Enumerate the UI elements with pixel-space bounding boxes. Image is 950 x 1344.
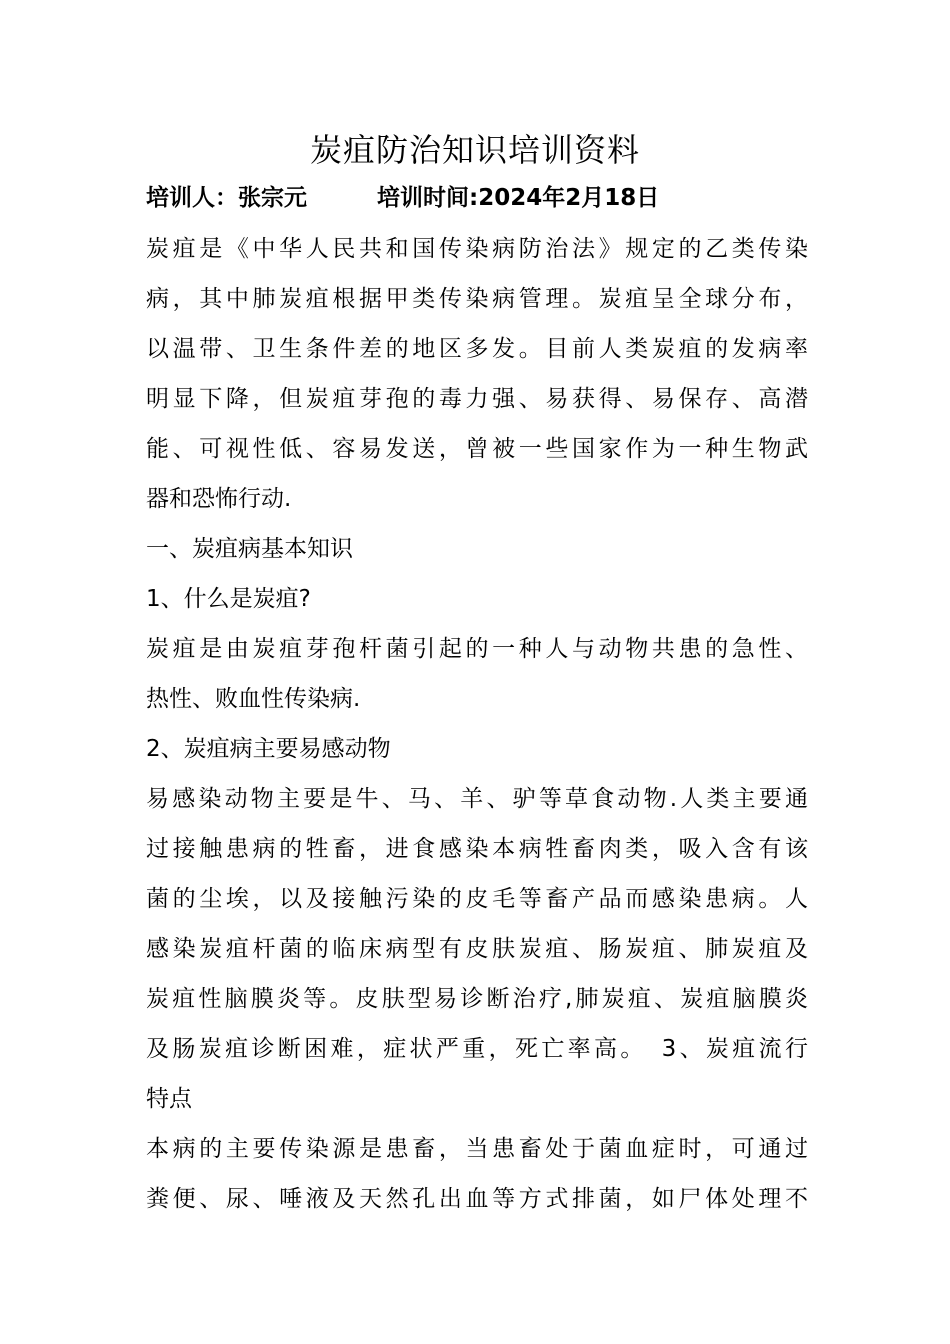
paragraph-line: 炭疽是由炭疽芽孢杆菌引起的一种人与动物共患的急性、 (146, 636, 808, 662)
paragraph-line: 本病的主要传染源是患畜，当患畜处于菌血症时，可通过 (146, 1136, 808, 1162)
paragraph-line: 特点 (146, 1086, 192, 1112)
subsection-heading: 2、炭疽病主要易感动物 (146, 736, 391, 762)
training-meta (146, 180, 659, 216)
paragraph-line: 病，其中肺炭疽根据甲类传染病管理。炭疽呈全球分布， (146, 286, 808, 312)
section-heading: 一、炭疽病基本知识 (146, 536, 353, 562)
paragraph-line: 以温带、卫生条件差的地区多发。目前人类炭疽的发病率 (146, 336, 808, 362)
paragraph-line: 热性、败血性传染病. (146, 686, 361, 712)
document-title: 炭疽防治知识培训资料 (309, 131, 640, 169)
training-time-label: 培训时间:2024年2月18日 (377, 185, 660, 211)
subsection-heading: 1、什么是炭疽? (146, 586, 311, 612)
paragraph-line: 炭疽性脑膜炎等。皮肤型易诊断治疗,肺炭疽、炭疽脑膜炎 (146, 986, 808, 1012)
paragraph-line: 易感染动物主要是牛、马、羊、驴等草食动物.人类主要通 (146, 786, 808, 812)
paragraph-line: 粪便、尿、唾液及天然孔出血等方式排菌，如尸体处理不 (146, 1186, 808, 1212)
trainer-label: 培训人：张宗元 (146, 185, 307, 211)
paragraph-line: 过接触患病的牲畜，进食感染本病牲畜肉类，吸入含有该 (146, 836, 808, 862)
paragraph-line: 器和恐怖行动. (146, 486, 292, 512)
paragraph-line: 明显下降，但炭疽芽孢的毒力强、易获得、易保存、高潜 (146, 386, 808, 412)
paragraph-line: 能、可视性低、容易发送，曾被一些国家作为一种生物武 (146, 436, 808, 462)
paragraph-line: 及肠炭疽诊断困难，症状严重，死亡率高。 3、炭疽流行 (146, 1036, 808, 1062)
paragraph-line: 菌的尘埃，以及接触污染的皮毛等畜产品而感染患病。人 (146, 886, 808, 912)
paragraph-line: 炭疽是《中华人民共和国传染病防治法》规定的乙类传染 (146, 236, 808, 262)
paragraph-line: 感染炭疽杆菌的临床病型有皮肤炭疽、肠炭疽、肺炭疽及 (146, 936, 808, 962)
